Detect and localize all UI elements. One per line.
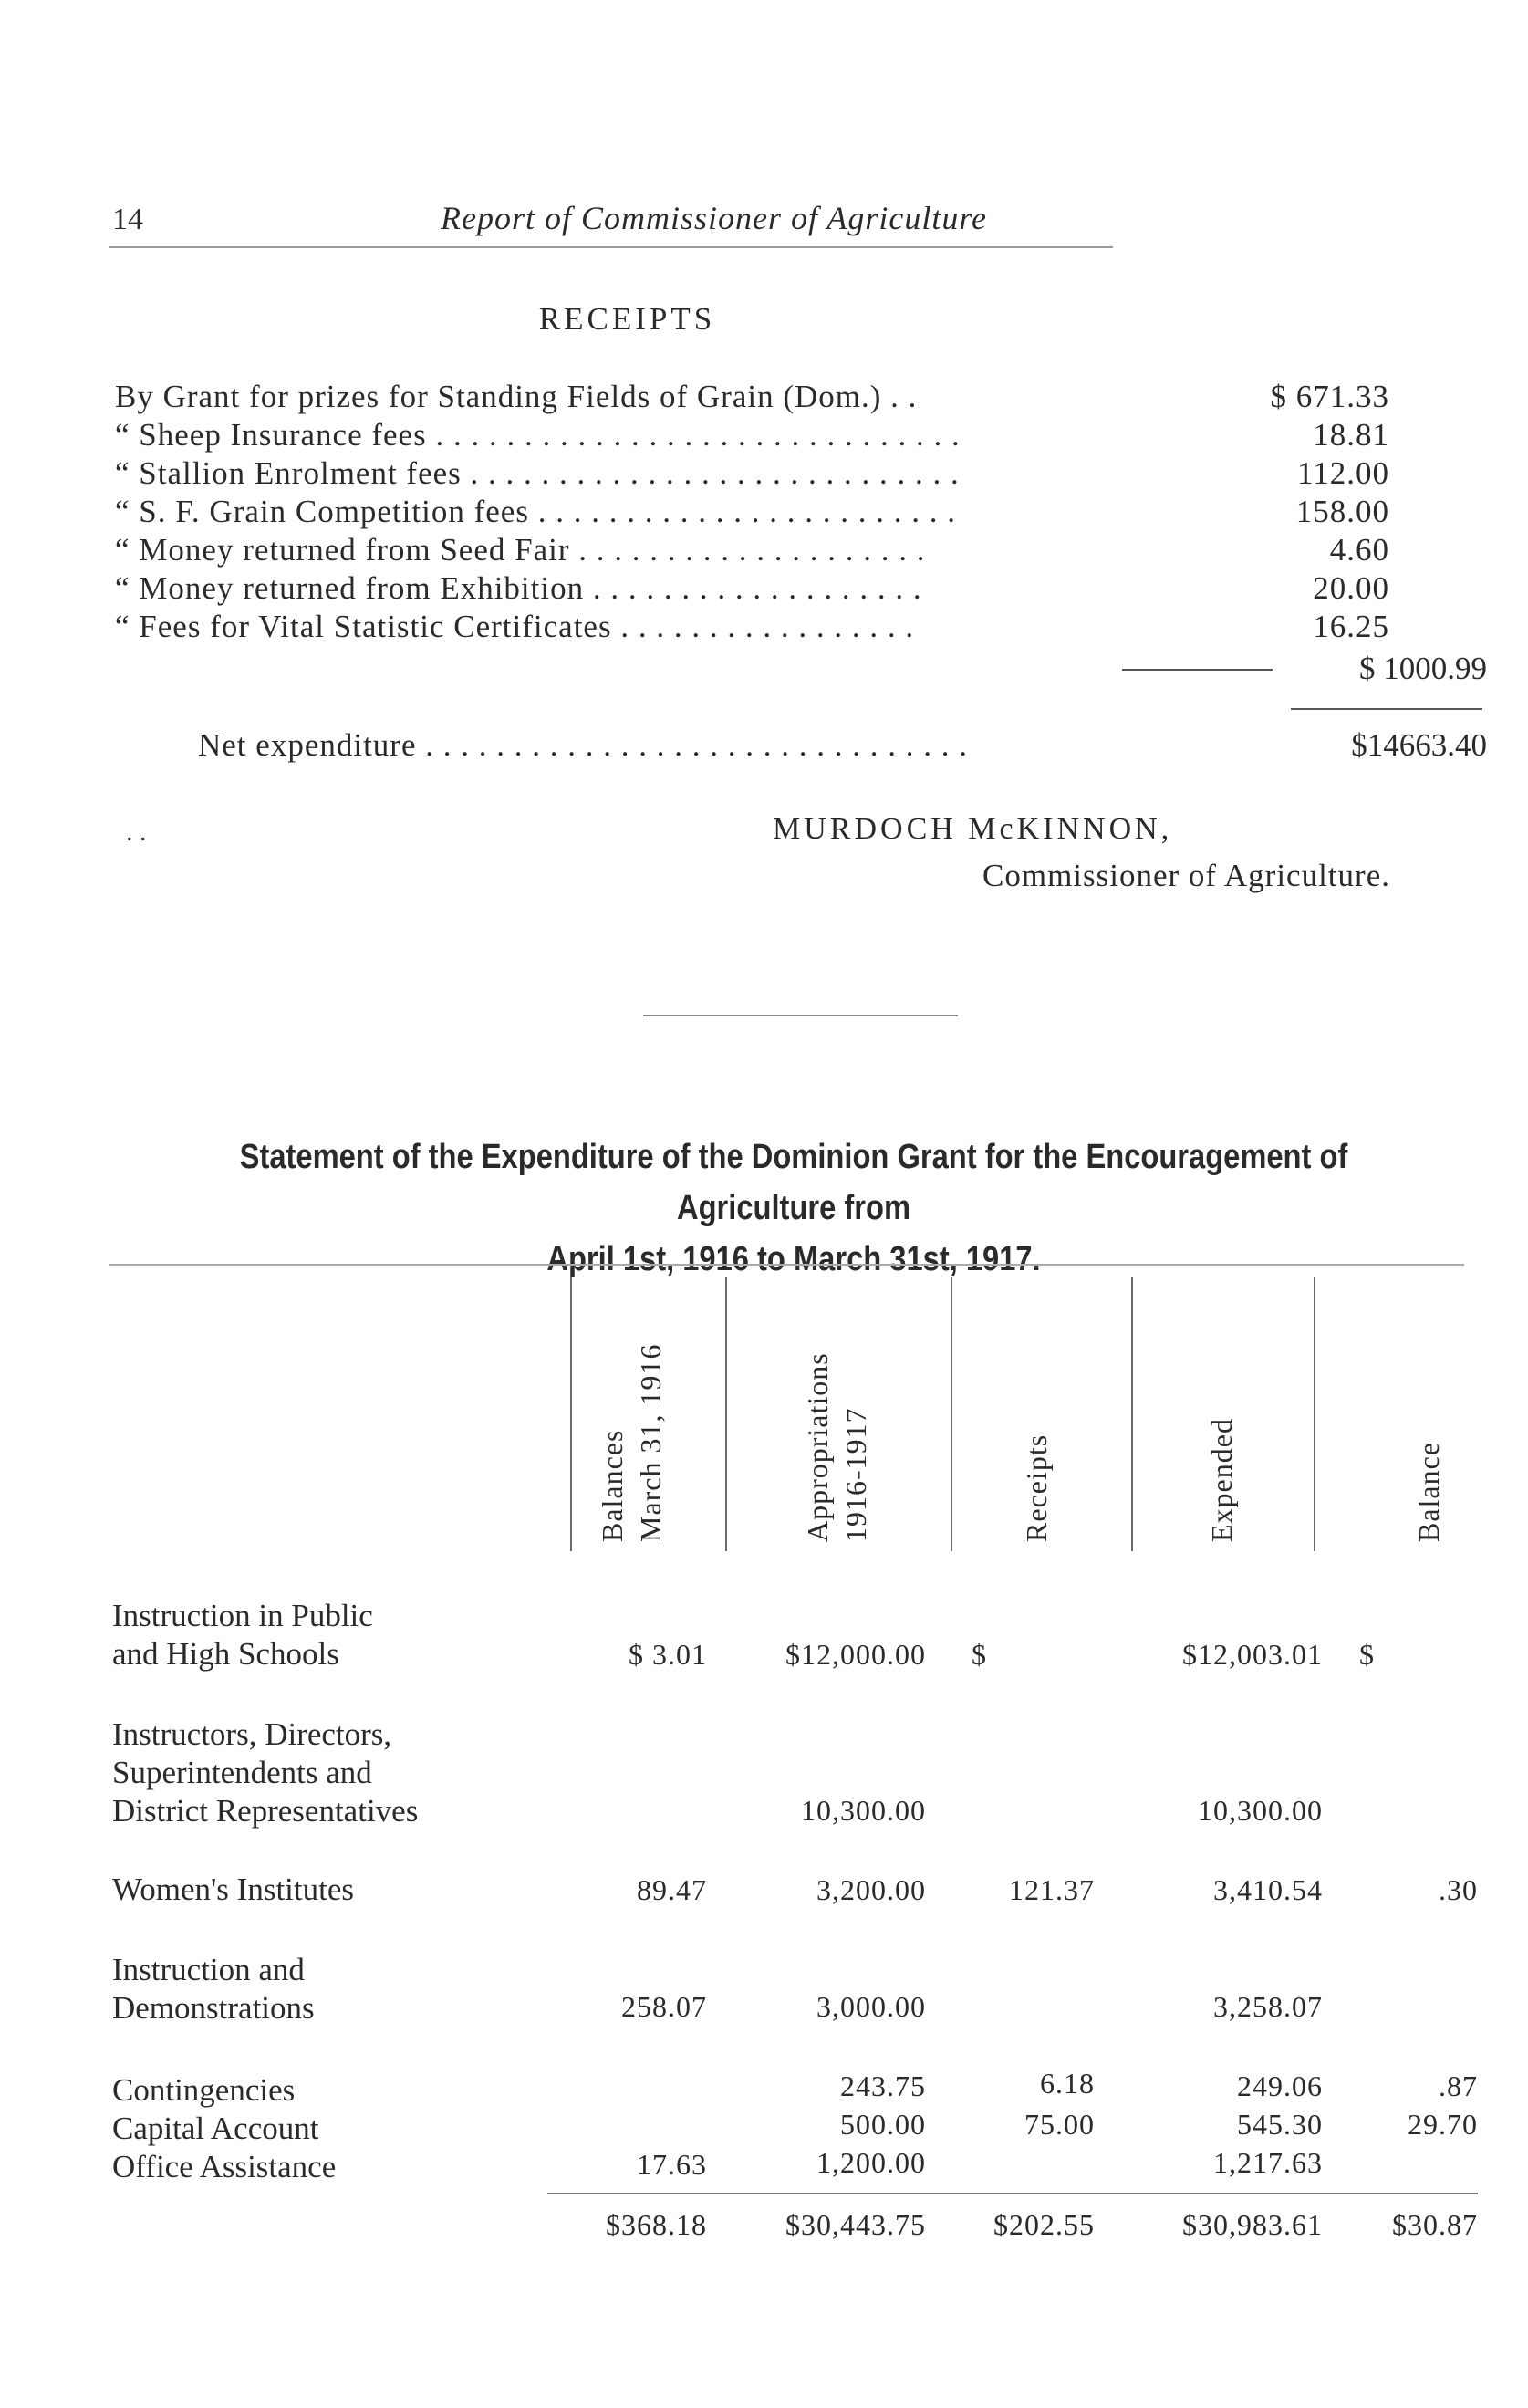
cell-appropriations: 500.00 [840, 2108, 926, 2141]
cell-expended: 545.30 [1237, 2108, 1323, 2141]
cell-appropriations: 243.75 [840, 2069, 926, 2102]
signature-title: Commissioner of Agriculture. [982, 858, 1390, 893]
cell-appropriations: $12,000.00 [785, 1638, 926, 1671]
cell-expended: 249.06 [1237, 2069, 1323, 2102]
column-header-expended [1202, 1418, 1241, 1542]
cell-appropriations: 10,300.00 [801, 1794, 926, 1827]
net-expenditure-amount: $14663.40 [1351, 727, 1487, 763]
row-label-line: Superintendents and [112, 1755, 372, 1790]
total-rule [1291, 708, 1482, 710]
receipts-total: $ 1000.99 [1359, 651, 1487, 686]
signature-name: MURDOCH McKINNON, [773, 812, 1173, 846]
row-label-line: Contingencies [112, 2072, 296, 2108]
cell-expended: $12,003.01 [1182, 1638, 1323, 1671]
receipt-amount: $ 671.33 [1270, 379, 1389, 414]
cell-appropriations: 3,200.00 [816, 1873, 926, 1906]
row-label-line: Demonstrations [112, 1990, 315, 2026]
column-header-appropriations [798, 1352, 875, 1542]
totals-rule [547, 2193, 1478, 2194]
column-divider [725, 1277, 727, 1551]
row-label-line: District Representatives [112, 1793, 419, 1829]
total-appropriations: $30,443.75 [785, 2208, 926, 2241]
statement-title-line2: April 1st, 1916 to March 31st, 1917. [546, 1240, 1041, 1278]
subtotal-rule [1122, 669, 1273, 671]
column-header-line: Balance [1412, 1441, 1445, 1542]
table-row-label [112, 2110, 318, 2148]
table-row-label [112, 1951, 315, 2028]
cell-balance: .30 [1439, 1873, 1478, 1906]
receipt-label: “ S. F. Grain Competition fees . . . . . . . . . . . . . . . . . . . . . . . . [115, 494, 956, 529]
column-divider [951, 1277, 952, 1551]
cell-receipts: $ [972, 1638, 986, 1671]
column-header-line: Balances [596, 1429, 629, 1542]
header-rule [109, 246, 1113, 248]
receipt-amount: 112.00 [1297, 455, 1389, 491]
section-divider [643, 1015, 958, 1016]
total-receipts: $202.55 [993, 2208, 1095, 2241]
total-balances: $368.18 [606, 2208, 707, 2241]
table-row-label [112, 1715, 418, 1830]
column-divider [1314, 1277, 1315, 1551]
cell-balance: 29.70 [1408, 2108, 1478, 2141]
column-header-balances [593, 1343, 670, 1542]
total-balance: $30.87 [1392, 2208, 1478, 2241]
receipt-label: “ Sheep Insurance fees . . . . . . . . . . . . . . . . . . . . . . . . . . . . . . [115, 417, 961, 453]
row-label-line: and High Schools [112, 1636, 339, 1672]
cell-balances: 17.63 [637, 2148, 707, 2181]
row-label-line: Instructors, Directors, [112, 1716, 392, 1752]
column-header-line: Appropriations [801, 1352, 834, 1542]
receipt-label: “ Money returned from Seed Fair . . . . . . . . . . . . . . . . . . . . [115, 532, 926, 568]
column-header-line: Expended [1205, 1418, 1238, 1542]
row-label-line: Capital Account [112, 2111, 319, 2146]
statement-title-line1: Statement of the Expenditure of the Dominion Grant for the Encouragement of Agriculture from [239, 1138, 1348, 1227]
cell-expended: 1,217.63 [1213, 2146, 1323, 2179]
cell-expended: 10,300.00 [1198, 1794, 1323, 1827]
receipt-label: “ Stallion Enrolment fees . . . . . . . . . . . . . . . . . . . . . . . . . . . . [115, 455, 960, 491]
cell-balances: 89.47 [637, 1873, 707, 1906]
receipt-amount: 20.00 [1313, 570, 1389, 606]
cell-appropriations: 1,200.00 [816, 2146, 926, 2179]
table-row-label [112, 1597, 373, 1673]
table-row-label [112, 1871, 354, 1909]
table-top-rule [109, 1264, 1464, 1266]
column-header-receipts [1017, 1434, 1055, 1542]
total-expended: $30,983.61 [1182, 2208, 1323, 2241]
column-header-line: March 31, 1916 [634, 1343, 667, 1542]
cell-balances: $ 3.01 [629, 1638, 707, 1671]
cell-expended: 3,410.54 [1213, 1873, 1323, 1906]
cell-balance: .87 [1439, 2069, 1478, 2102]
running-title: Report of Commissioner of Agriculture [441, 200, 987, 236]
cell-receipts: 75.00 [1024, 2108, 1095, 2141]
receipt-amount: 16.25 [1313, 609, 1389, 644]
cell-expended: 3,258.07 [1213, 1990, 1323, 2023]
cell-receipts: 6.18 [1040, 2067, 1095, 2100]
row-label-line: Instruction and [112, 1952, 305, 1987]
receipt-amount: 158.00 [1295, 494, 1389, 529]
receipt-label: By Grant for prizes for Standing Fields of Grain (Dom.) . . [115, 379, 918, 414]
row-label-line: Instruction in Public [112, 1598, 373, 1633]
receipt-amount: 18.81 [1313, 417, 1389, 453]
column-divider [570, 1277, 572, 1551]
cell-appropriations: 3,000.00 [816, 1990, 926, 2023]
receipts-title: RECEIPTS [538, 301, 716, 337]
row-label-line: Office Assistance [112, 2149, 337, 2184]
receipt-label: “ Money returned from Exhibition . . . . . . . . . . . . . . . . . . . [115, 570, 922, 606]
receipt-label: “ Fees for Vital Statistic Certificates . . . . . . . . . . . . . . . . . [115, 609, 915, 644]
table-row-label [112, 2148, 336, 2186]
cell-receipts: 121.37 [1009, 1873, 1095, 1906]
net-expenditure-label: Net expenditure . . . . . . . . . . . . . . . . . . . . . . . . . . . . . . . [198, 727, 968, 763]
column-header-line: Receipts [1020, 1433, 1053, 1542]
page-number: 14 [112, 203, 143, 236]
statement-title [197, 1131, 1389, 1285]
cell-balances: 258.07 [621, 1990, 707, 2023]
row-label-line: Women's Institutes [112, 1871, 354, 1907]
table-row-label [112, 2071, 295, 2110]
cell-balance: $ [1359, 1638, 1374, 1671]
signature-dots: . . [126, 817, 147, 847]
column-divider [1131, 1277, 1133, 1551]
receipt-amount: 4.60 [1329, 532, 1389, 568]
column-header-balance [1409, 1442, 1448, 1542]
column-header-line: 1916-1917 [839, 1407, 872, 1542]
